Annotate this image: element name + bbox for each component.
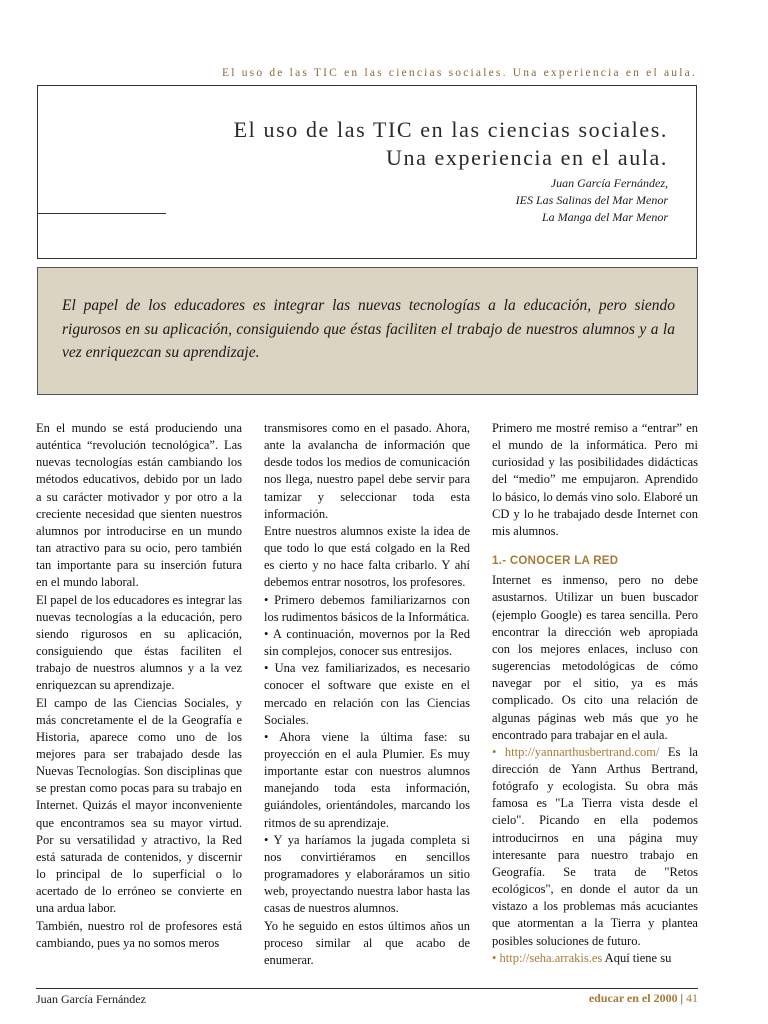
bullet-item: • Una vez familiarizados, es necesario conocer el software que existe en el mercado en relación con las Ciencias Sociales.: [264, 661, 470, 727]
link-yannarthusbertrand[interactable]: • http://yannarthusbertrand.com/: [492, 744, 660, 759]
paragraph: Yo he seguido en estos últimos años un proceso similar al que acabo de enumerar.: [264, 918, 470, 967]
paragraph: Entre nuestros alumnos existe la idea de que todo lo que está colgado en la Red es cierto y no hace falta cribarlo. Y ahí debemos entrar nosotros, los profesores.: [264, 523, 470, 590]
footer-publication: [589, 991, 698, 1006]
title-line-1: El uso de las TIC en las ciencias sociales.: [233, 117, 668, 142]
author-name: Juan García Fernández,: [550, 176, 668, 190]
abstract-text: El papel de los educadores es integrar las nuevas tecnologías a la educación, pero siendo rigurosos en su aplicación, consiguiendo que éstas faciliten el trabajo de nuestros alumnos y a la vez enriquezcan su aprendizaje.: [62, 297, 675, 361]
link-description: Es la dirección de Yann Arthus Bertrand, fotógrafo y ecologista. Su obra más famosa es "La Tierra vista desde el cielo". Picando en ella podemos introducirnos en una página muy interesante para nuestro trabajo en Geografía. Se trata de "Retos ecológicos", en donde el autor da un vistazo a los problemas más acuciantes que atormentan a la Tierra y plantea posibles soluciones de futuro.: [492, 744, 698, 948]
paragraph: Internet es inmenso, pero no debe asustarnos. Utilizar un buen buscador (ejemplo Google) es tarea sencilla. Pero encontrar la dirección web apropiada con los mejores enlaces, incluso con sugerencias metodológicas de cómo navegar por el sitio, ya es más complicado. Os cito una relación de algunas páginas web más que yo he encontrado para trabajar en el aula.: [492, 573, 698, 742]
paragraph: El campo de las Ciencias Sociales, y más concretamente el de la Geografía e Historia, aparece como uno de los mejores para ser trabajado desde las Nuevas Tecnologías. Son disciplinas que se prestan como pocas para su trabajo en Internet. Quizás el mayor inconveniente que encontramos sea su mayor virtud. Por su versatilidad y atractivo, la Red está saturada de contenidos, y discernir lo principal de lo superficial o lo acertado de lo erróneo se convierte en una ardua labor.: [36, 695, 242, 916]
title-box: [37, 85, 697, 259]
page-number: 41: [686, 991, 698, 1005]
footer-author: Juan García Fernández: [36, 992, 146, 1006]
paragraph: En el mundo se está produciendo una auténtica “revolución tecnológica”. Las nuevas tecnologías están cambiando los métodos educativos, debido por un lado a su carácter motivador y por otro a la creciente necesidad que sienten nuestros alumnos por introducirse en un mundo tan atractivo para su ocio, pero también tan importante para su inserción futura en el mundo laboral.: [36, 421, 242, 590]
bullet-item: • Y ya haríamos la jugada completa si nos convirtiéramos en sencillos programadores y elaboráramos un sitio web, proyectando nuestra labor hasta las casas de nuestros alumnos.: [264, 832, 470, 916]
paragraph: El papel de los educadores es integrar las nuevas tecnologías a la educación, pero siendo rigurosos en su aplicación, consiguiendo que éstas faciliten el trabajo de nuestros alumnos y a la vez enriquezcan su aprendizaje.: [36, 592, 242, 693]
link-paragraph: [492, 950, 698, 967]
link-description: Aquí tiene su: [602, 950, 672, 965]
title-divider: [38, 213, 166, 214]
section-heading: 1.- CONOCER LA RED: [492, 555, 619, 568]
paragraph: transmisores como en el pasado. Ahora, ante la avalancha de información que desde todos los medios de comunicación nos llega, nuestro papel debe servir para tamizar y seleccionar toda esta información.: [264, 421, 470, 521]
body-column-1: [36, 420, 242, 952]
bullet-item: • A continuación, movernos por la Red sin complejos, conocer sus entresijos.: [264, 626, 470, 659]
footer-separator: |: [680, 991, 683, 1005]
author-location: La Manga del Mar Menor: [542, 210, 668, 224]
bullet-item: • Ahora viene la última fase: su proyección en el aula Plumier. Es muy importante estar con nuestros alumnos manejando toda esta información, guiándoles, orientándoles, marcando los ritmos de su aprendizaje.: [264, 729, 470, 830]
article-title: [234, 116, 668, 172]
title-line-2: Una experiencia en el aula.: [385, 145, 668, 170]
running-head: El uso de las TIC en las ciencias sociales. Una experiencia en el aula.: [222, 67, 697, 79]
link-seha-arrakis[interactable]: • http://seha.arrakis.es: [492, 950, 603, 965]
paragraph: También, nuestro rol de profesores está cambiando, pues ya no somos meros: [36, 918, 242, 950]
paragraph: Primero me mostré remiso a “entrar” en el mundo de la informática. Pero mi curiosidad y las posibilidades didácticas del “medio” me empujaron. Aprendido lo básico, lo demás vino solo. Elaboré un CD y lo he trabajado desde Internet con mis alumnos.: [492, 421, 698, 538]
abstract-box: [37, 267, 698, 395]
publication-name: educar en el 2000: [588, 991, 678, 1005]
bullet-item: • Primero debemos familiarizarnos con los rudimentos básicos de la Informática.: [264, 592, 470, 624]
link-paragraph: [492, 744, 698, 950]
body-column-3: [492, 420, 698, 967]
author-block: [516, 175, 668, 226]
body-column-2: [264, 420, 470, 969]
footer-rule: [36, 988, 698, 989]
author-school: IES Las Salinas del Mar Menor: [515, 193, 668, 207]
